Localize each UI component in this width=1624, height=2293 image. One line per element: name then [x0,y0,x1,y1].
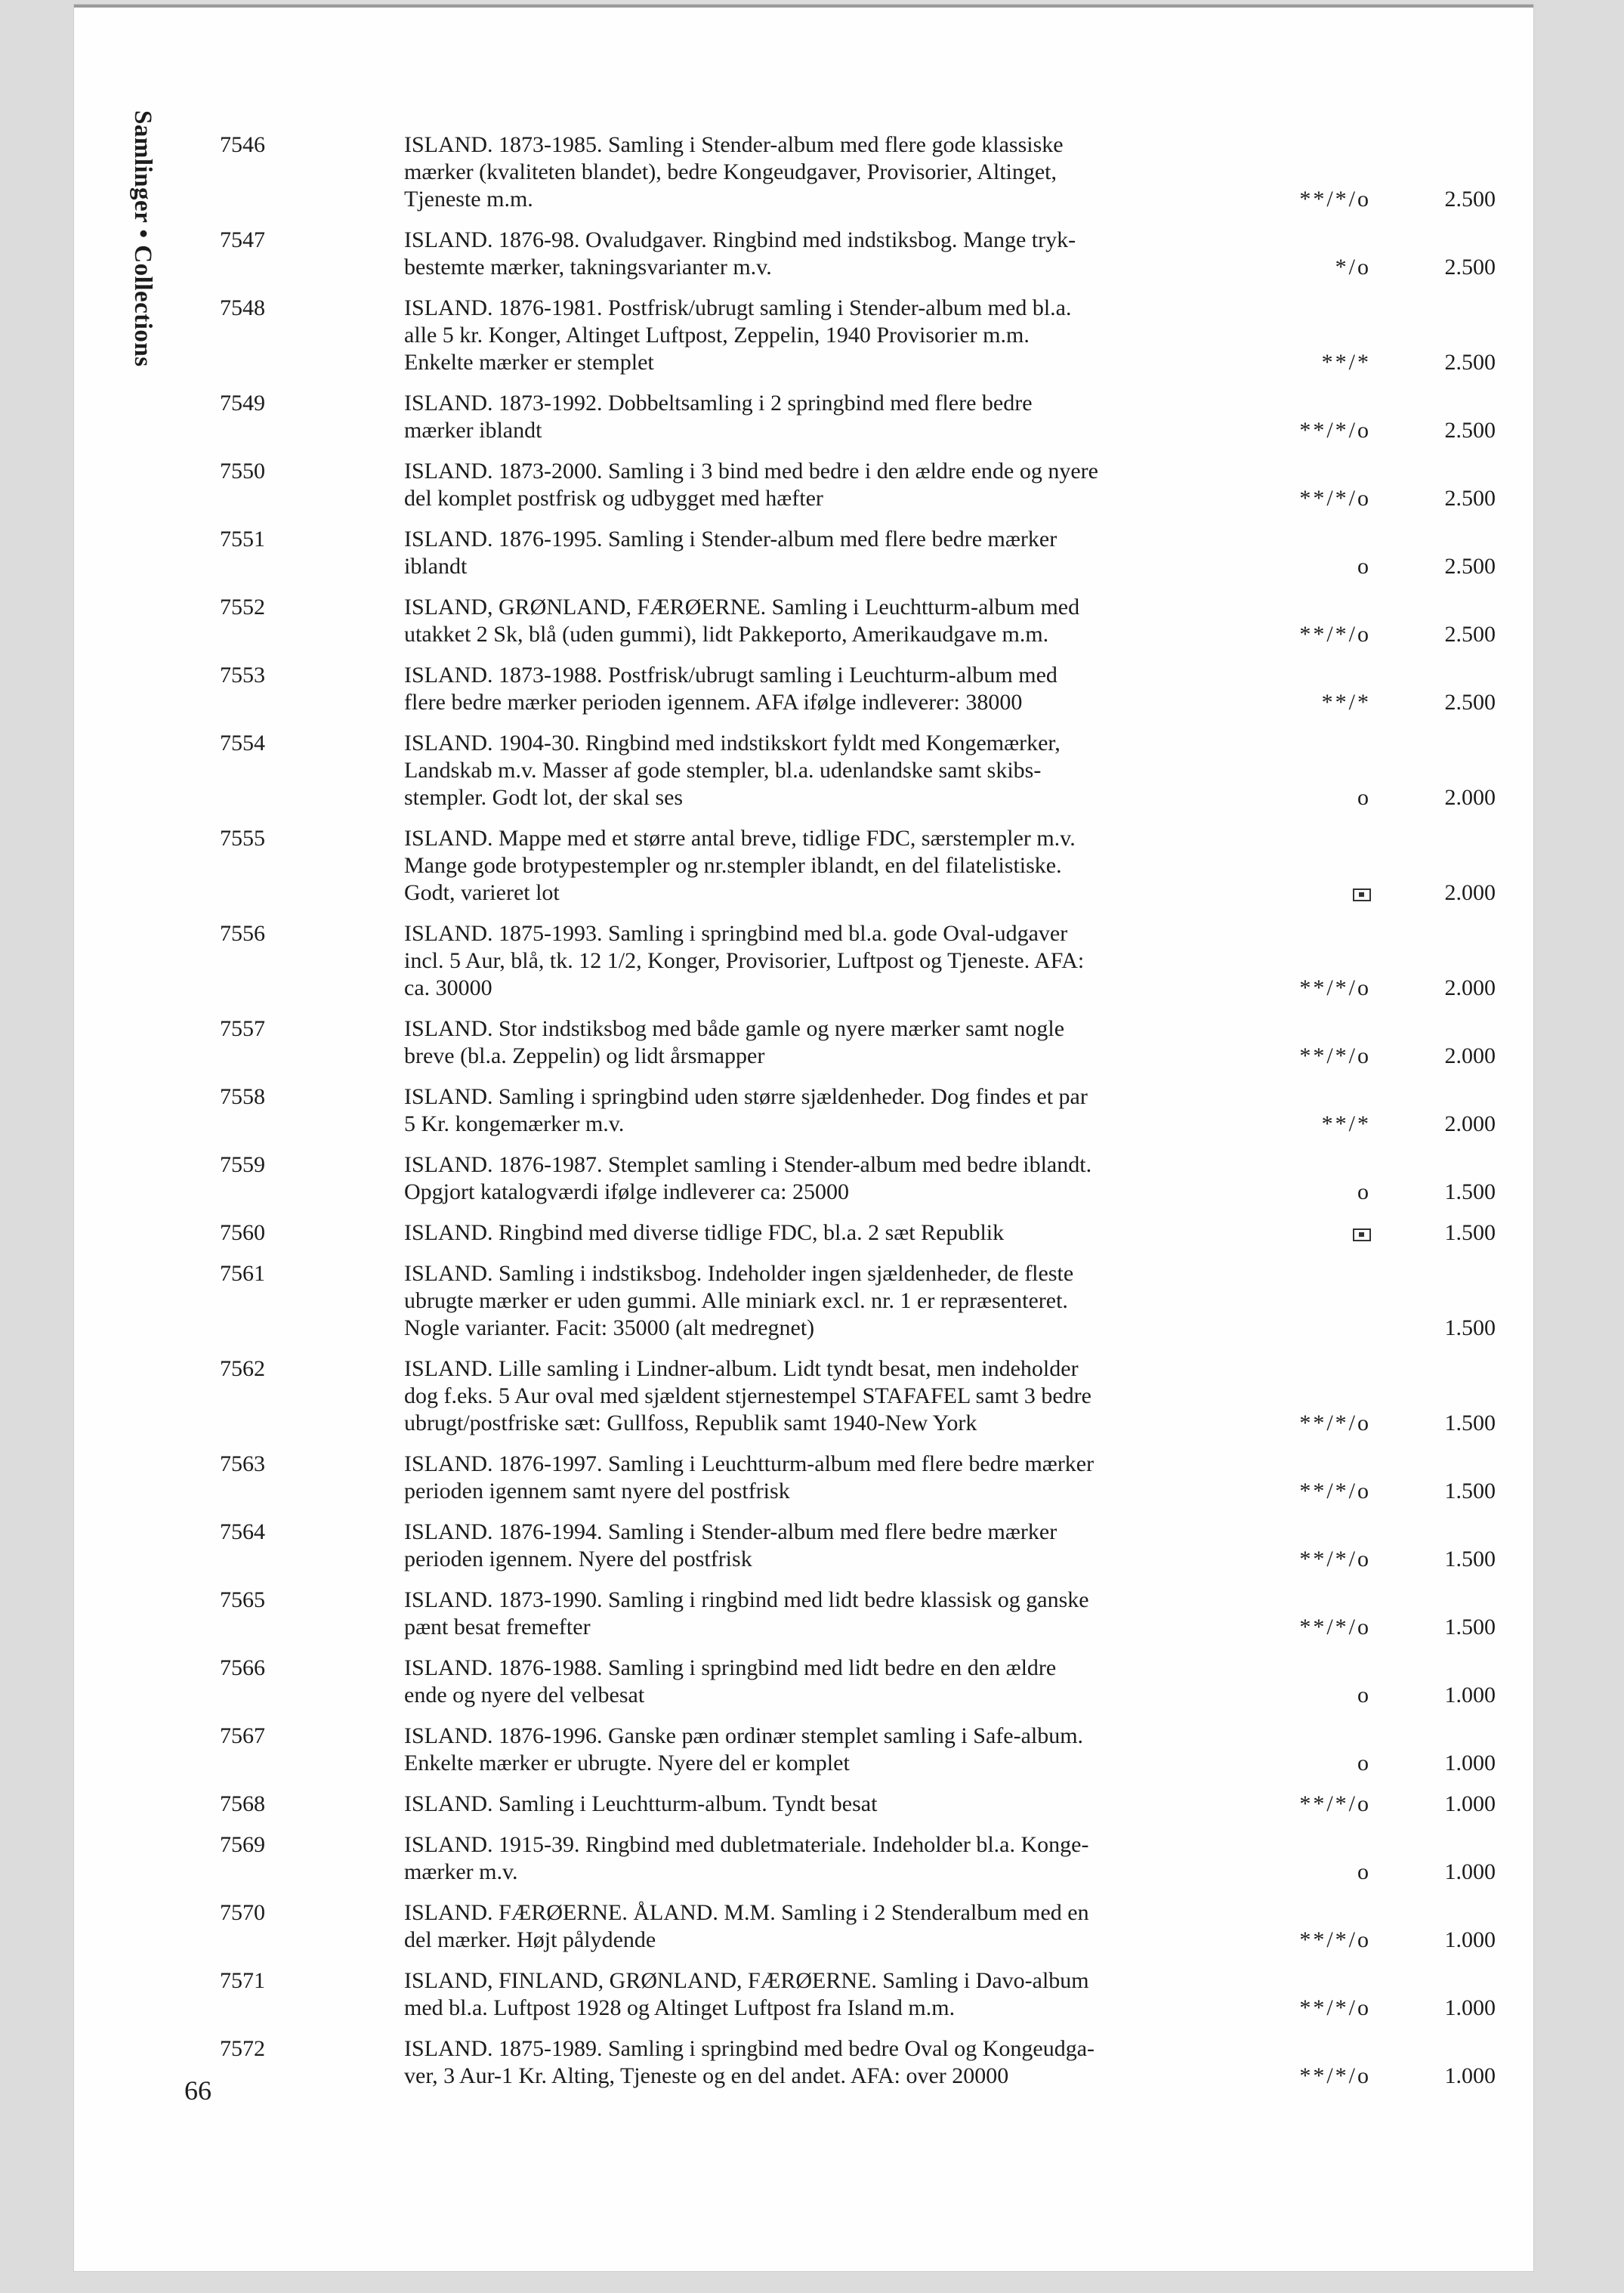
lot-number: 7572 [220,2036,265,2061]
lot-number: 7551 [220,527,265,552]
lot-price: 2.500 [1444,622,1496,647]
lot-price: 2.500 [1444,255,1496,280]
lot-condition: **/*/o [1299,1995,1371,2020]
lot-condition: o [1357,1179,1371,1204]
lot-description: ISLAND. 1875-1993. Samling i springbind med bl.a. gode Oval-udgaver incl. 5 Aur, blå, tk. 12 1/2, Konger, Provisorier, Luftpost og Tjeneste. AFA: ca. 30000 [404,921,1085,1000]
lot-price: 1.000 [1444,1751,1496,1775]
lot-description: ISLAND. 1876-1996. Ganske pæn ordinær stemplet samling i Safe-album. Enkelte mærker er ubrugte. Nyere del er komplet [404,1723,1084,1775]
lot-condition: **/*/o [1299,187,1371,212]
lot-entry [74,1587,1533,1641]
lot-description: ISLAND. 1875-1989. Samling i springbind med bedre Oval og Kongeudga- ver, 3 Aur-1 Kr. Alting, Tjeneste og en del andet. AFA: over 20000 [404,2036,1095,2088]
lot-condition: **/*/o [1299,2063,1371,2088]
lot-condition: **/*/o [1299,1411,1371,1435]
lot-entry [74,1791,1533,1818]
lot-description: ISLAND. Lille samling i Lindner-album. Lidt tyndt besat, men indeholder dog f.eks. 5 Aur oval med sjældent stjernestempel STAFAFEL samt 3 bedre ubrugt/postfriske sæt: Gullfoss, Republik samt 1940-New York [404,1356,1091,1435]
lot-entry [74,920,1533,1002]
cover-icon [1243,1219,1371,1247]
page-number: 66 [184,2075,211,2106]
cover-icon [1243,879,1371,907]
lot-description: ISLAND. 1915-39. Ringbind med dubletmateriale. Indeholder bl.a. Konge- mærker m.v. [404,1832,1089,1884]
lot-number: 7546 [220,132,265,157]
lot-number: 7571 [220,1968,265,1993]
lot-number: 7560 [220,1220,265,1245]
lot-entry [74,2035,1533,2090]
lot-price: 1.000 [1444,1683,1496,1707]
lot-price: 2.500 [1444,486,1496,511]
lot-description: ISLAND. Stor indstiksbog med både gamle og nyere mærker samt nogle breve (bl.a. Zeppelin) og lidt årsmapper [404,1016,1065,1068]
lot-price: 2.500 [1444,418,1496,443]
lot-entry [74,1655,1533,1709]
lot-entry [74,730,1533,811]
lot-price: 1.500 [1444,1179,1496,1204]
lot-condition: **/* [1321,1111,1371,1136]
lot-number: 7563 [220,1451,265,1476]
lot-condition: **/*/o [1299,1927,1371,1952]
lot-description: ISLAND. 1904-30. Ringbind med indstikskort fyldt med Kongemærker, Landskab m.v. Masser af gode stempler, bl.a. udenlandske samt skibs- stempler. Godt lot, der skal ses [404,731,1061,810]
lot-list [74,5,1533,2271]
lot-price: 1.500 [1444,1220,1496,1245]
catalog-page [74,5,1533,2271]
lot-price: 2.000 [1444,1111,1496,1136]
envelope-icon [1353,1228,1371,1241]
lot-entry [74,131,1533,213]
lot-price: 2.000 [1444,1043,1496,1068]
lot-description: ISLAND. 1873-1990. Samling i ringbind med lidt bedre klassisk og ganske pænt besat fremefter [404,1587,1089,1639]
lot-number: 7568 [220,1791,265,1816]
lot-condition: o [1357,1751,1371,1775]
lot-entry [74,458,1533,512]
lot-condition: **/* [1321,350,1371,375]
lot-condition: **/*/o [1299,418,1371,443]
lot-description: ISLAND. 1876-1987. Stemplet samling i Stender-album med bedre iblandt. Opgjort katalogværdi ifølge indleverer ca: 25000 [404,1152,1092,1204]
lot-entry [74,227,1533,281]
lot-condition: **/*/o [1299,486,1371,511]
lot-condition: **/*/o [1299,622,1371,647]
lot-entry [74,1015,1533,1070]
lot-entry [74,390,1533,444]
lot-price: 2.000 [1444,880,1496,905]
lot-condition: **/*/o [1299,975,1371,1000]
lot-number: 7553 [220,663,265,688]
lot-number: 7549 [220,391,265,416]
lot-price: 2.500 [1444,187,1496,212]
lot-entry [74,1831,1533,1886]
lot-entry [74,825,1533,907]
lot-price: 1.500 [1444,1411,1496,1435]
lot-description: ISLAND. 1876-1988. Samling i springbind med lidt bedre en den ældre ende og nyere del velbesat [404,1655,1057,1707]
lot-description: ISLAND. 1873-1988. Postfrisk/ubrugt samling i Leuchturm-album med flere bedre mærker perioden igennem. AFA ifølge indleverer: 38000 [404,663,1057,715]
lot-condition: o [1357,1859,1371,1884]
lot-number: 7547 [220,227,265,252]
lot-description: ISLAND. Samling i indstiksbog. Indeholder ingen sjældenheder, de fleste ubrugte mærker er uden gummi. Alle miniark excl. nr. 1 er repræsenteret. Nogle varianter. Facit: 35000 (alt medregnet) [404,1261,1074,1340]
lot-number: 7550 [220,459,265,484]
lot-number: 7565 [220,1587,265,1612]
lot-description: ISLAND. Mappe med et større antal breve, tidlige FDC, særstempler m.v. Mange gode brotypestempler og nr.stempler iblandt, en del filatelistiske. Godt, varieret lot [404,826,1076,905]
lot-number: 7570 [220,1900,265,1925]
lot-description: ISLAND. 1873-2000. Samling i 3 bind med bedre i den ældre ende og nyere del komplet postfrisk og udbygget med hæfter [404,459,1098,511]
lot-description: ISLAND. Samling i springbind uden større sjældenheder. Dog findes et par 5 Kr. kongemærker m.v. [404,1084,1088,1136]
lot-price: 2.500 [1444,554,1496,579]
lot-condition: **/*/o [1299,1043,1371,1068]
lot-condition: */o [1335,255,1371,280]
lot-condition: **/*/o [1299,1479,1371,1503]
lot-number: 7567 [220,1723,265,1748]
lot-entry [74,1967,1533,2022]
lot-entry [74,295,1533,376]
lot-description: ISLAND. 1876-1997. Samling i Leuchtturm-album med flere bedre mærker perioden igennem samt nyere del postfrisk [404,1451,1095,1503]
lot-price: 1.000 [1444,1927,1496,1952]
lot-number: 7552 [220,595,265,620]
lot-description: ISLAND. FÆRØERNE. ÅLAND. M.M. Samling i 2 Stenderalbum med en del mærker. Højt pålydende [404,1900,1089,1952]
side-title: Samlinger • Collections [129,110,156,367]
lot-price: 1.500 [1444,1615,1496,1639]
lot-entry [74,1899,1533,1954]
lot-price: 1.000 [1444,1791,1496,1816]
lot-price: 2.500 [1444,350,1496,375]
lot-number: 7564 [220,1519,265,1544]
lot-condition: **/*/o [1299,1547,1371,1571]
lot-price: 1.500 [1444,1315,1496,1340]
lot-entry [74,1219,1533,1247]
lot-entry [74,662,1533,716]
lot-condition: **/*/o [1299,1791,1371,1816]
lot-description: ISLAND, FINLAND, GRØNLAND, FÆRØERNE. Samling i Davo-album med bl.a. Luftpost 1928 og Altinget Luftpost fra Island m.m. [404,1968,1089,2020]
lot-number: 7566 [220,1655,265,1680]
lot-condition: **/* [1321,690,1371,715]
lot-entry [74,1260,1533,1342]
lot-description: ISLAND. 1876-1995. Samling i Stender-album med flere bedre mærker iblandt [404,527,1057,579]
lot-entry [74,1151,1533,1206]
lot-price: 2.000 [1444,785,1496,810]
lot-entry [74,594,1533,648]
lot-entry [74,1355,1533,1437]
lot-description: ISLAND. 1876-1981. Postfrisk/ubrugt samling i Stender-album med bl.a. alle 5 kr. Konger, Altinget Luftpost, Zeppelin, 1940 Provisorier m.m. Enkelte mærker er stemplet [404,295,1072,375]
lot-number: 7561 [220,1261,265,1286]
lot-number: 7558 [220,1084,265,1109]
lot-description: ISLAND. Ringbind med diverse tidlige FDC, bl.a. 2 sæt Republik [404,1220,1005,1245]
lot-price: 1.500 [1444,1479,1496,1503]
lot-number: 7569 [220,1832,265,1857]
lot-price: 2.000 [1444,975,1496,1000]
lot-price: 2.500 [1444,690,1496,715]
lot-condition: o [1357,1683,1371,1707]
lot-entry [74,1083,1533,1138]
lot-number: 7548 [220,295,265,320]
lot-number: 7557 [220,1016,265,1041]
lot-number: 7556 [220,921,265,946]
lot-number: 7555 [220,826,265,851]
lot-entry [74,1723,1533,1777]
lot-price: 1.000 [1444,2063,1496,2088]
lot-entry [74,526,1533,580]
lot-entry [74,1519,1533,1573]
lot-price: 1.000 [1444,1995,1496,2020]
lot-condition: **/*/o [1299,1615,1371,1639]
lot-description: ISLAND. Samling i Leuchtturm-album. Tyndt besat [404,1791,878,1816]
lot-price: 1.000 [1444,1859,1496,1884]
lot-number: 7562 [220,1356,265,1381]
lot-description: ISLAND. 1876-98. Ovaludgaver. Ringbind med indstiksbog. Mange tryk- bestemte mærker, takningsvarianter m.v. [404,227,1076,280]
lot-description: ISLAND. 1873-1985. Samling i Stender-album med flere gode klassiske mærker (kvaliteten blandet), bedre Kongeudgaver, Provisorier, Altinget, Tjeneste m.m. [404,132,1064,212]
lot-condition: o [1357,554,1371,579]
lot-number: 7559 [220,1152,265,1177]
lot-entry [74,1451,1533,1505]
lot-condition: o [1357,785,1371,810]
lot-description: ISLAND, GRØNLAND, FÆRØERNE. Samling i Leuchtturm-album med utakket 2 Sk, blå (uden gummi), lidt Pakkeporto, Amerikaudgave m.m. [404,595,1080,647]
lot-number: 7554 [220,731,265,756]
envelope-icon [1353,888,1371,901]
lot-description: ISLAND. 1876-1994. Samling i Stender-album med flere bedre mærker perioden igennem. Nyere del postfrisk [404,1519,1057,1571]
lot-price: 1.500 [1444,1547,1496,1571]
lot-description: ISLAND. 1873-1992. Dobbeltsamling i 2 springbind med flere bedre mærker iblandt [404,391,1033,443]
